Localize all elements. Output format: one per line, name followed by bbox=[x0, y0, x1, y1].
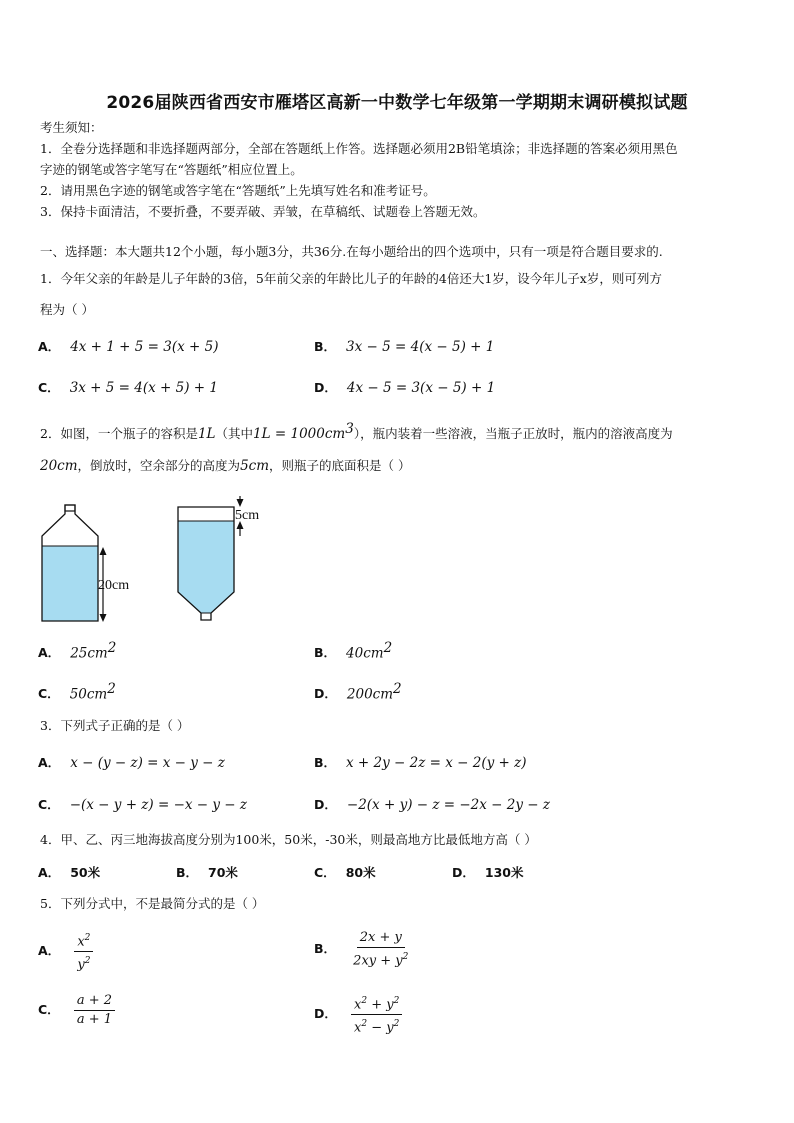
q4-option-a[interactable]: A． 50米 bbox=[38, 865, 101, 880]
question-1-stem-cont: 程为（ ） bbox=[40, 302, 94, 317]
q3-option-d[interactable]: D． −2(x + y) − z = −2x − 2y − z bbox=[314, 797, 550, 813]
notice-heading: 考生须知： bbox=[40, 120, 103, 135]
q5-option-d[interactable]: D． $\frac{x^2 + y^2}{x^2 - y^2}$ bbox=[314, 993, 402, 1037]
q5-option-b[interactable]: B． $\frac{2x + y}{2xy + y^2}$ bbox=[314, 930, 411, 969]
inverted-bottle bbox=[178, 496, 259, 620]
fraction: $\frac{a + 2}{a + 1}$ bbox=[74, 993, 115, 1028]
page-title: 2026届陕西省西安市雁塔区高新一中数学七年级第一学期期末调研模拟试题 bbox=[106, 93, 688, 113]
liquid-upright bbox=[42, 546, 98, 621]
notice-item: 1．全卷分选择题和非选择题两部分，全部在答题纸上作答。选择题必须用2B铅笔填涂；非选择题的答案必须用黑色 bbox=[40, 141, 678, 156]
q3-option-a[interactable]: A． x − (y − z) = x − y − z bbox=[38, 755, 225, 771]
question-1-stem: 1．今年父亲的年龄是儿子年龄的3倍，5年前父亲的年龄比儿子的年龄的4倍还大1岁，设今年儿子x岁，则可列方 bbox=[40, 271, 662, 286]
section-heading: 一、选择题：本大题共12个小题，每小题3分，共36分.在每小题给出的四个选项中，只有一项是符合题目要求的. bbox=[40, 244, 663, 259]
notice-item: 3．保持卡面清洁，不要折叠，不要弄破、弄皱，在草稿纸、试题卷上答题无效。 bbox=[40, 204, 486, 219]
q2-option-d[interactable]: D． $200cm^2$ bbox=[314, 681, 402, 703]
fraction: $\frac{2x + y}{2xy + y^2}$ bbox=[353, 930, 409, 969]
height-label-5: 5cm bbox=[235, 508, 260, 523]
q5-option-a[interactable]: A． $\frac{x^2}{y^2}$ bbox=[38, 930, 93, 974]
question-2-stem: 2．如图，一个瓶子的容积是1L（其中$1L = 1000cm^3$），瓶内装着一些溶液，当瓶子正放时，瓶内的溶液高度为 bbox=[40, 421, 673, 443]
fraction: $\frac{x^2}{y^2}$ bbox=[74, 930, 93, 974]
q4-option-b[interactable]: B． 70米 bbox=[176, 865, 238, 880]
bottle-figure bbox=[36, 496, 276, 628]
q1-option-b[interactable]: B． 3x − 5 = 4(x − 5) + 1 bbox=[314, 339, 495, 355]
q1-option-c[interactable]: C． 3x + 5 = 4(x + 5) + 1 bbox=[38, 380, 218, 396]
height-label-20: 20cm bbox=[98, 578, 130, 593]
q3-option-b[interactable]: B． x + 2y − 2z = x − 2(y + z) bbox=[314, 755, 527, 771]
q5-option-c[interactable]: C． $\frac{a + 2}{a + 1}$ bbox=[38, 993, 115, 1028]
question-4-stem: 4．甲、乙、丙三地海拔高度分别为100米，50米，-30米，则最高地方比最低地方高（ ） bbox=[40, 832, 537, 847]
q1-option-a[interactable]: A． 4x + 1 + 5 = 3(x + 5) bbox=[38, 339, 219, 355]
upright-bottle bbox=[42, 505, 129, 622]
q3-option-c[interactable]: C． −(x − y + z) = −x − y − z bbox=[38, 797, 248, 813]
q1-option-d[interactable]: D． 4x − 5 = 3(x − 5) + 1 bbox=[314, 380, 496, 396]
q2-option-b[interactable]: B． $40cm^2$ bbox=[314, 640, 393, 662]
notice-item: 字迹的钢笔或答字笔写在“答题纸”相应位置上。 bbox=[40, 162, 303, 177]
question-5-stem: 5．下列分式中，不是最简分式的是（ ） bbox=[40, 896, 265, 911]
q2-option-a[interactable]: A． $25cm^2$ bbox=[38, 640, 117, 662]
question-3-stem: 3．下列式子正确的是（ ） bbox=[40, 718, 190, 733]
fraction: $\frac{x^2 + y^2}{x^2 - y^2}$ bbox=[351, 993, 402, 1037]
question-2-stem-cont: 20cm，倒放时，空余部分的高度为5cm，则瓶子的底面积是（ ） bbox=[40, 458, 411, 474]
q4-option-d[interactable]: D． 130米 bbox=[452, 865, 524, 880]
notice-item: 2．请用黑色字迹的钢笔或答字笔在“答题纸”上先填写姓名和准考证号。 bbox=[40, 183, 436, 198]
q4-option-c[interactable]: C． 80米 bbox=[314, 865, 376, 880]
q2-option-c[interactable]: C． $50cm^2$ bbox=[38, 681, 116, 703]
